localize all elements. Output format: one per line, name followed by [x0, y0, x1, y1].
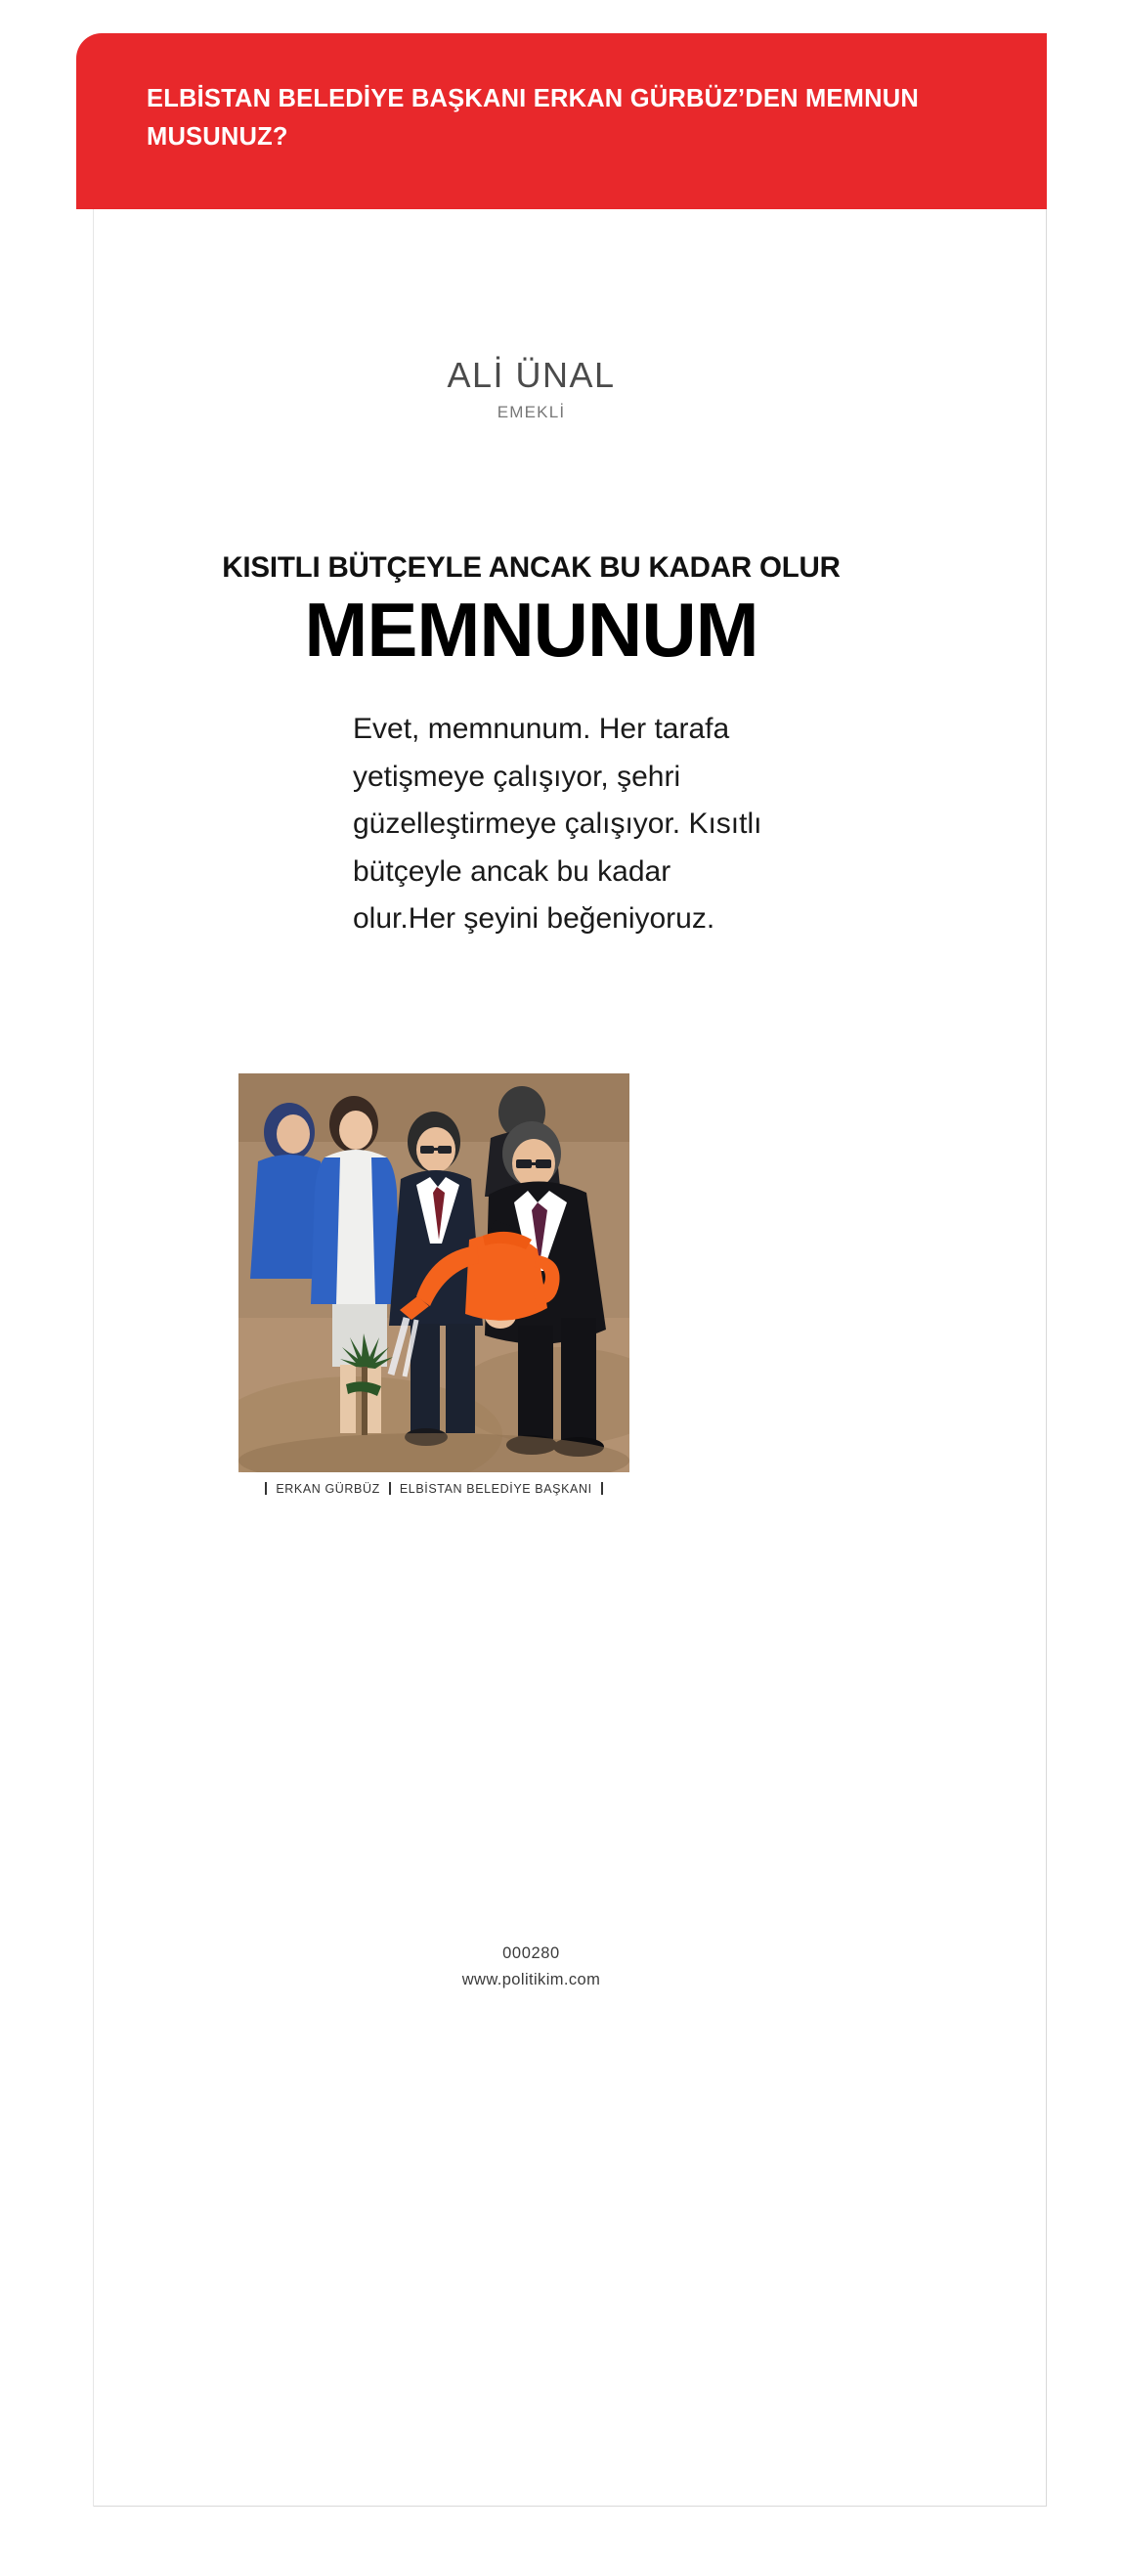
header-band: [76, 33, 1047, 209]
caption-person-title: ELBİSTAN BELEDİYE BAŞKANI: [399, 1482, 592, 1496]
respondent-role: EMEKLİ: [497, 402, 566, 421]
caption-divider-right: [601, 1482, 603, 1495]
caption-divider-left: [265, 1482, 267, 1495]
source-url: www.politikim.com: [461, 1971, 601, 1988]
content-column: [94, 209, 1047, 2507]
photo-figure: [238, 1073, 629, 1472]
article-kicker: KISITLI BÜTÇEYLE ANCAK BU KADAR OLUR: [222, 551, 841, 584]
article-headline: MEMNUNUM: [304, 587, 758, 673]
respondent-block: [94, 356, 969, 422]
page-title: ELBİSTAN BELEDİYE BAŞKANI ERKAN GÜRBÜZ’DEN MEMNUN MUSUNUZ?: [147, 85, 919, 151]
photo-image: [238, 1073, 629, 1472]
caption-person-name: ERKAN GÜRBÜZ: [276, 1482, 380, 1496]
respondent-name: ALİ ÜNAL: [447, 355, 616, 395]
document-code: 000280: [502, 1944, 560, 1962]
caption-divider-mid: [389, 1482, 391, 1495]
left-gutter: [76, 209, 94, 2507]
footer: [94, 1944, 969, 1989]
photo-caption: [238, 1482, 629, 1496]
article-quote: Evet, memnunum. Her tarafa yetişmeye çalışıyor, şehri güzelleştirmeye çalışıyor. Kısıtlı bütçeyle ancak bu kadar olur.Her şeyini beğeniyoruz.: [353, 713, 762, 936]
